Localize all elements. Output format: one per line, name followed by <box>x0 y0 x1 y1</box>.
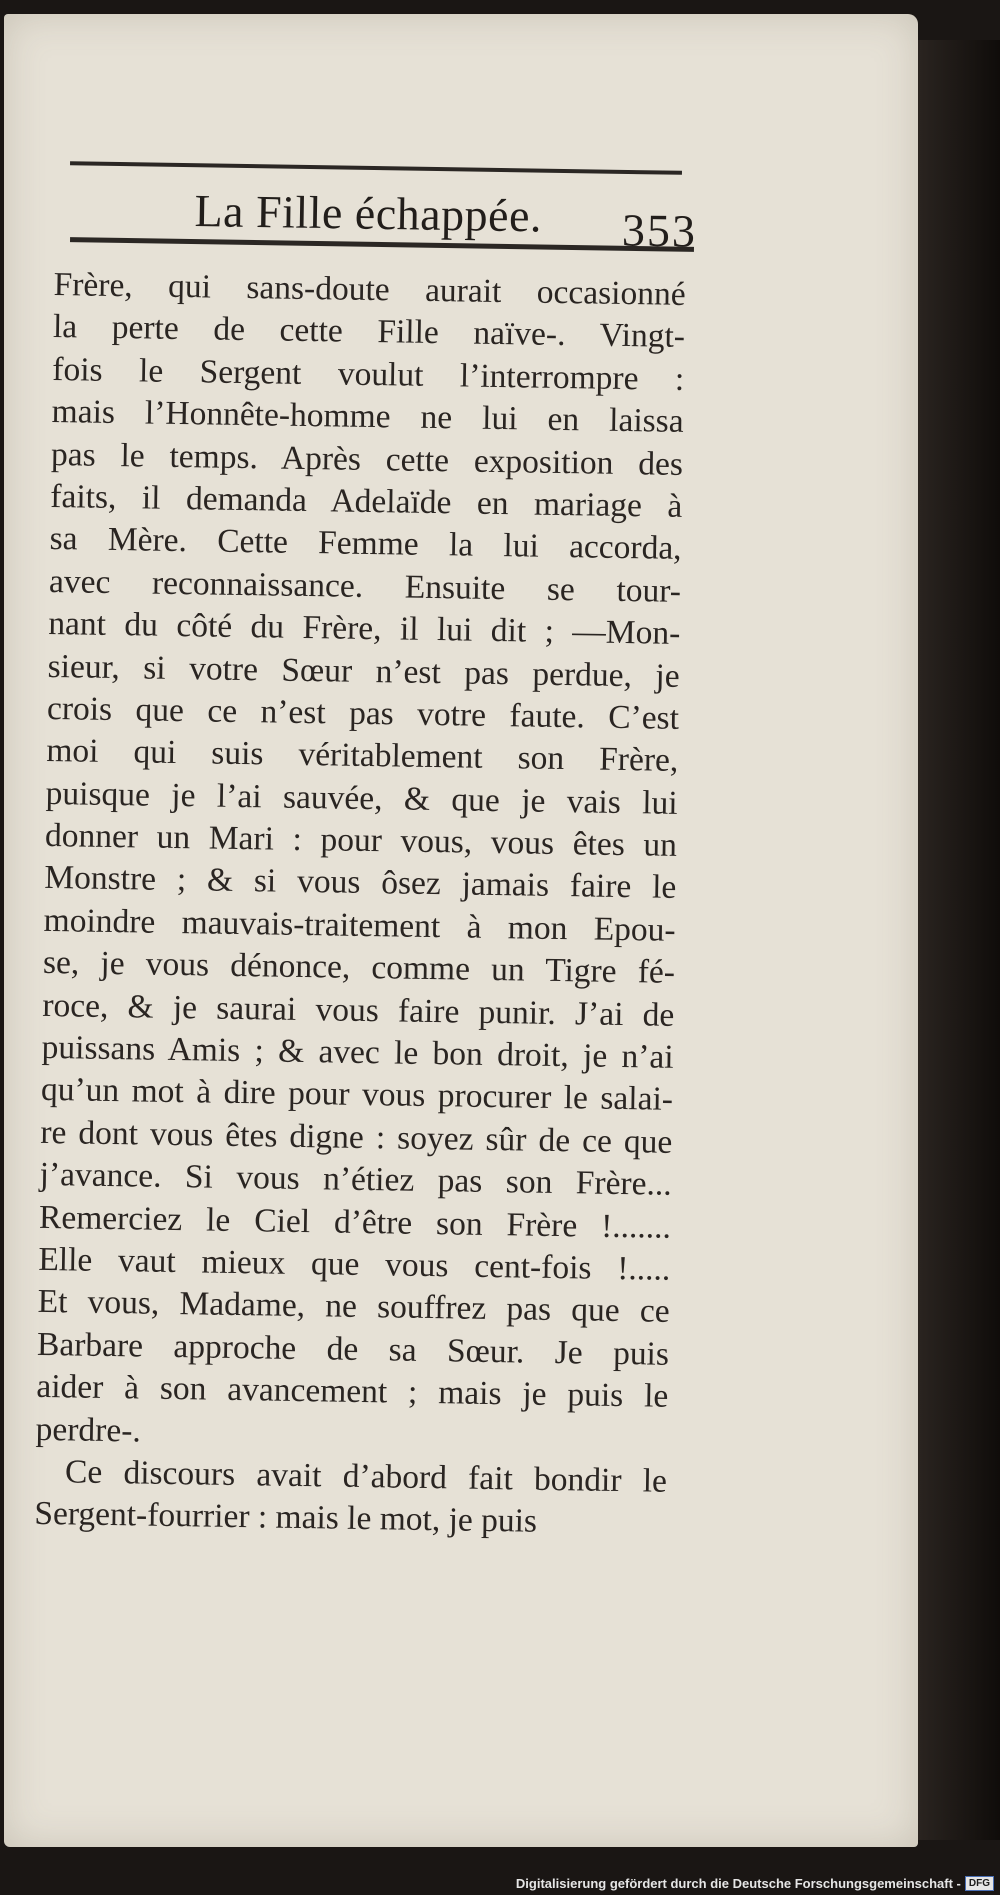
text-line: aider à son avancement ; mais je puis le <box>36 1368 669 1415</box>
text-line: puissans Amis ; & avec le bon droit, je n’ai <box>41 1028 674 1076</box>
text-line: sieur, si votre Sœur n’est pas perdue, je <box>47 647 680 695</box>
text-line: mais l’Honnête-homme ne lui en laissa <box>51 393 684 441</box>
text-line: sa Mère. Cette Femme la lui accorda, <box>49 520 682 568</box>
text-line: qu’un mot à dire pour vous procurer le salai- <box>40 1071 674 1119</box>
text-line: Sergent-fourrier : mais le mot, je puis <box>34 1495 538 1541</box>
text-line: faits, il demanda Adelaïde en mariage à <box>50 477 683 525</box>
text-line: Barbare approche de sa Sœur. Je puis <box>36 1325 670 1373</box>
text-line: crois que ce n’est pas votre faute. C’est <box>46 689 680 737</box>
digitization-credit <box>516 1876 994 1891</box>
text-line: fois le Sergent voulut l’interrompre : <box>52 350 685 398</box>
text-line: nant du côté du Frère, il lui dit ; —Mon- <box>48 605 681 653</box>
credit-text: Digitalisierung gefördert durch die Deutsche Forschungsgemeinschaft - <box>515 1876 961 1891</box>
text-line: moi qui suis véritablement son Frère, <box>46 732 679 780</box>
text-line: Frère, qui sans-doute aurait occasionné <box>53 265 686 313</box>
text-line: moindre mauvais-traitement à mon Epou- <box>43 901 676 949</box>
text-line: Elle vaut mieux que vous cent-fois !..... <box>38 1240 671 1288</box>
page-number: 353 <box>621 204 698 257</box>
running-head: La Fille échappée. <box>194 184 543 242</box>
text-line: pas le temps. Après cette exposition des <box>50 435 684 483</box>
text-line: la perte de cette Fille naïve-. Vingt- <box>52 308 686 356</box>
body-text <box>34 264 686 1545</box>
text-line: Et vous, Madame, ne souffrez pas que ce <box>37 1283 670 1331</box>
text-line: se, je vous dénonce, comme un Tigre fé- <box>42 944 676 992</box>
text-line: Remerciez le Ciel d’être son Frère !....... <box>38 1198 672 1246</box>
text-line: roce, & je saurai vous faire punir. J’ai de <box>42 986 675 1034</box>
text-line: donner un Mari : pour vous, vous êtes un <box>44 817 678 864</box>
text-line: j’avance. Si vous n’étiez pas son Frère... <box>39 1156 672 1204</box>
text-line: avec reconnaissance. Ensuite se tour- <box>48 562 682 610</box>
text-line: Monstre ; & si vous ôsez jamais faire le <box>44 859 677 907</box>
text-line: perdre-. <box>35 1410 142 1450</box>
text-line: re dont vous êtes digne : soyez sûr de ce que <box>40 1113 673 1161</box>
dfg-logo-icon: DFG <box>965 1876 994 1891</box>
text-line: puisque je l’ai sauvée, & que je vais lui <box>45 774 678 822</box>
scan-background <box>918 40 1000 1840</box>
text-line: Ce discours avait d’abord fait bondir le <box>64 1453 668 1500</box>
